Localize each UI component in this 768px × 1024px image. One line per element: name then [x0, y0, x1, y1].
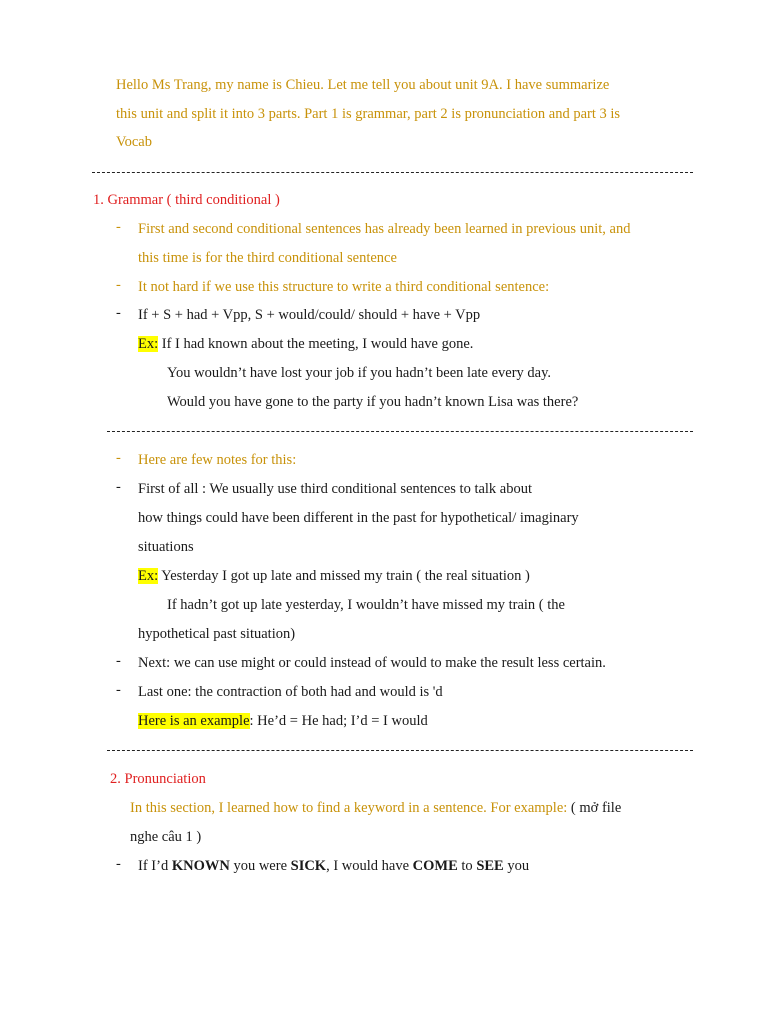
grammar-bullet-1-line-1: First and second conditional sentences has already been learned in previous unit, and [138, 221, 631, 237]
sentence-part: to [457, 858, 477, 874]
notes-intro: Here are few notes for this: [138, 452, 297, 468]
pronunciation-intro-note: ( mở file [567, 800, 622, 816]
keyword: SICK [290, 858, 327, 874]
keyword: KNOWN [171, 858, 230, 874]
bullet-dash: - [116, 277, 121, 293]
example-label-highlight: Here is an example [138, 713, 250, 729]
pronunciation-sentence [138, 856, 529, 876]
note-1-line-2: how things could have been different in the past for hypothetical/ imaginary [138, 510, 579, 526]
notes-example-2-line-1: If hadn’t got up late yesterday, I wouldn’t have missed my train ( the [167, 597, 565, 613]
grammar-example-3: Would you have gone to the party if you hadn’t known Lisa was there? [167, 394, 579, 410]
note-1-line-1: First of all : We usually use third conditional sentences to talk about [138, 481, 533, 497]
grammar-example-1 [138, 334, 473, 354]
bullet-dash: - [116, 450, 121, 466]
pronunciation-heading: 2. Pronunciation [110, 771, 206, 787]
notes-example-2-line-2: hypothetical past situation) [138, 626, 296, 642]
dashed-divider-2 [107, 431, 693, 432]
notes-contraction-example [138, 711, 428, 731]
example-text: : He’d = He had; I’d = I would [249, 713, 428, 729]
dashed-divider-1 [92, 172, 693, 173]
intro-line-3: Vocab [116, 134, 152, 150]
bullet-dash: - [116, 219, 121, 235]
bullet-dash: - [116, 856, 121, 872]
grammar-formula: If + S + had + Vpp, S + would/could/ should + have + Vpp [138, 307, 481, 323]
sentence-part: you were [229, 858, 291, 874]
grammar-bullet-1-line-2: this time is for the third conditional sentence [138, 250, 397, 266]
sentence-part: , I would have [326, 858, 413, 874]
grammar-bullet-2: It not hard if we use this structure to write a third conditional sentence: [138, 279, 550, 295]
keyword: SEE [476, 858, 504, 874]
intro-line-2: this unit and split it into 3 parts. Part 1 is grammar, part 2 is pronunciation and part 3 is [116, 106, 621, 122]
grammar-heading: 1. Grammar ( third conditional ) [93, 192, 280, 208]
sentence-part: you [503, 858, 530, 874]
example-text: Yesterday I got up late and missed my train ( the real situation ) [158, 568, 530, 584]
bullet-dash: - [116, 479, 121, 495]
pronunciation-intro-line-1 [130, 798, 621, 818]
grammar-example-2: You wouldn’t have lost your job if you hadn’t been late every day. [167, 365, 552, 381]
notes-example-1 [138, 566, 530, 586]
intro-line-1: Hello Ms Trang, my name is Chieu. Let me tell you about unit 9A. I have summarize [116, 77, 610, 93]
example-label-highlight: Ex: [138, 568, 159, 584]
bullet-dash: - [116, 653, 121, 669]
bullet-dash: - [116, 682, 121, 698]
pronunciation-intro-line-2: nghe câu 1 ) [130, 829, 202, 845]
pronunciation-intro-text: In this section, I learned how to find a keyword in a sentence. For example: [130, 800, 568, 816]
keyword: COME [412, 858, 458, 874]
example-label-highlight: Ex: [138, 336, 159, 352]
note-1-line-3: situations [138, 539, 194, 555]
sentence-part: If I’d [138, 858, 172, 874]
dashed-divider-3 [107, 750, 693, 751]
example-text: If I had known about the meeting, I would have gone. [158, 336, 474, 352]
note-3: Last one: the contraction of both had and would is 'd [138, 684, 443, 700]
note-2: Next: we can use might or could instead of would to make the result less certain. [138, 655, 606, 671]
bullet-dash: - [116, 305, 121, 321]
